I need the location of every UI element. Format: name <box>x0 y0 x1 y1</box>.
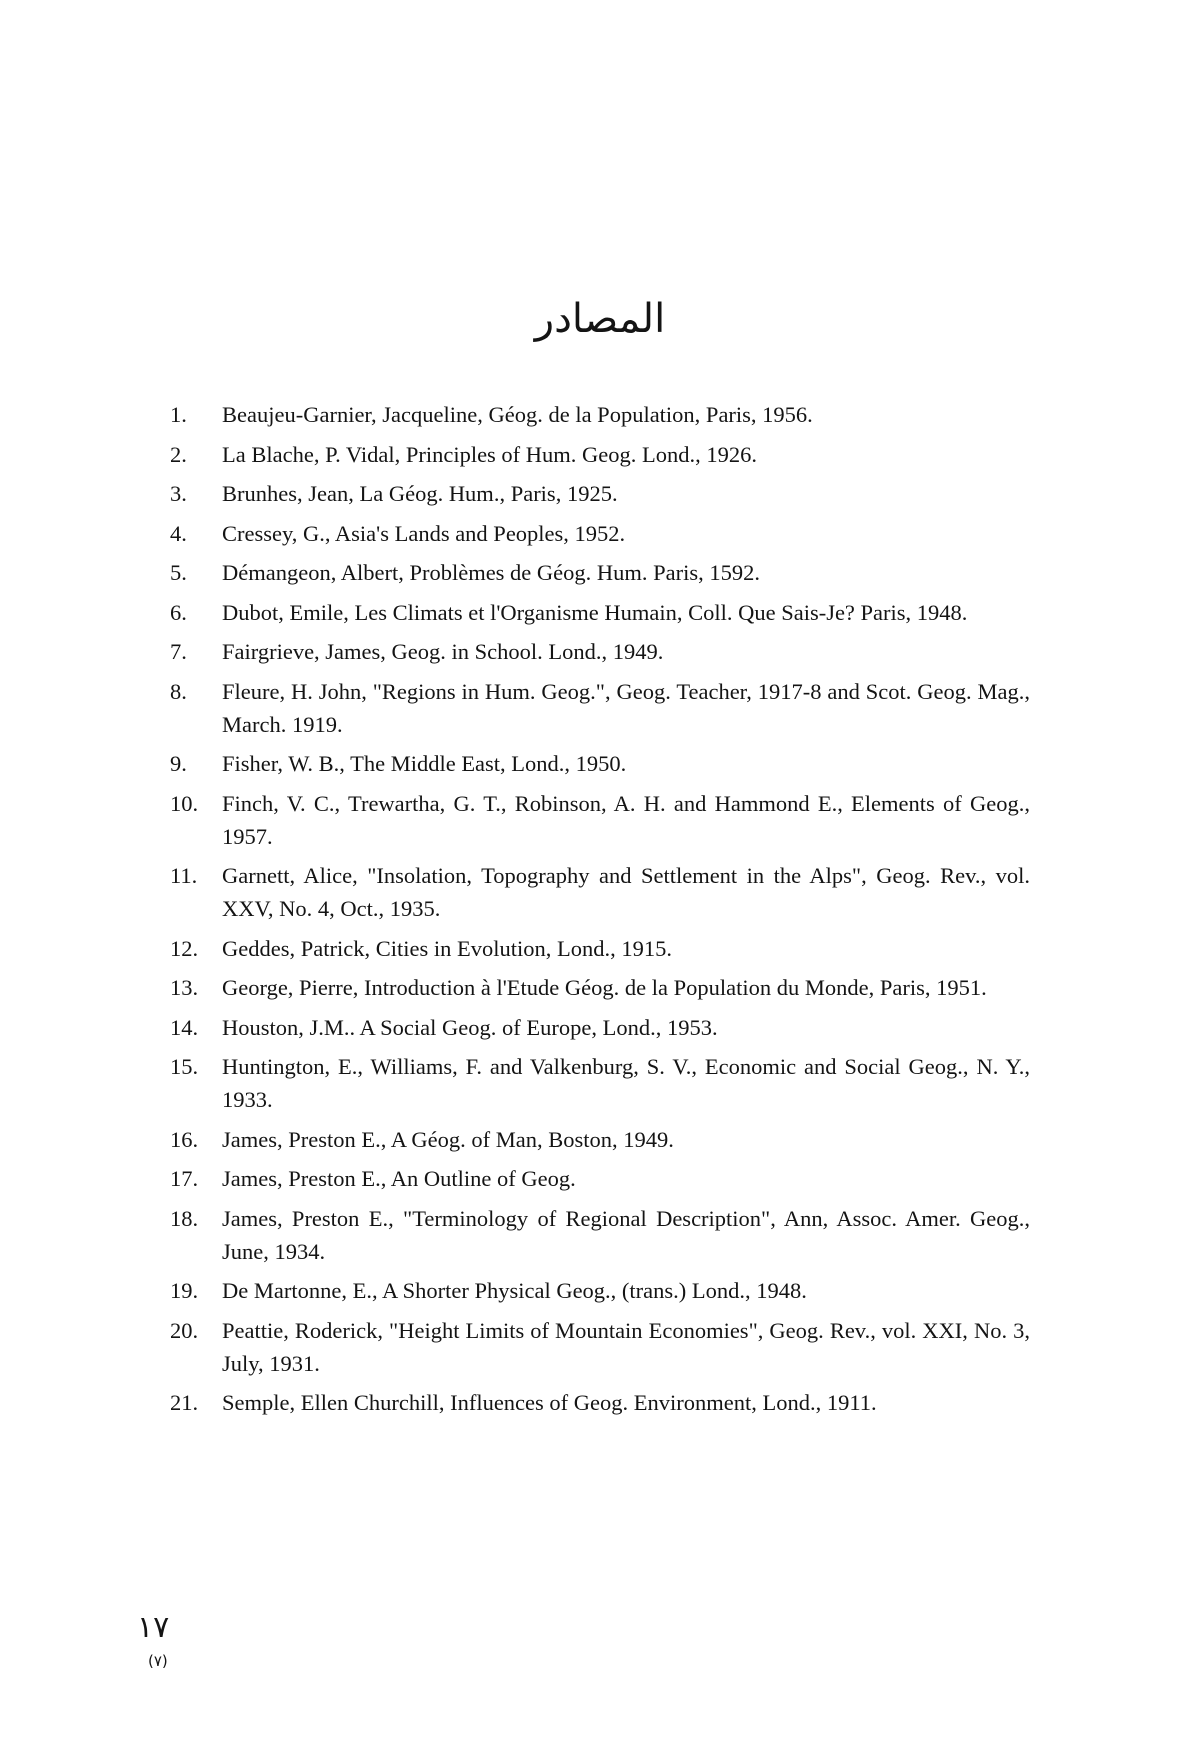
reference-number: 8. <box>170 678 187 704</box>
reference-number: 16. <box>170 1126 199 1152</box>
reference-text: James, Preston E., "Terminology of Regional Description", Ann, Assoc. Amer. Geog., June, 1934. <box>222 1205 1030 1264</box>
reference-number: 12. <box>170 935 199 961</box>
page-title: المصادر <box>534 296 666 342</box>
reference-item <box>170 1011 1030 1044</box>
reference-text: Démangeon, Albert, Problèmes de Géog. Hum. Paris, 1592. <box>222 560 761 585</box>
reference-item <box>170 438 1030 471</box>
reference-text: Geddes, Patrick, Cities in Evolution, Lond., 1915. <box>222 935 672 961</box>
reference-text: James, Preston E., A Géog. of Man, Boston, 1949. <box>222 1126 674 1152</box>
reference-number: 10. <box>170 790 199 816</box>
reference-text: Fisher, W. B., The Middle East, Lond., 1950. <box>222 751 627 776</box>
reference-number: 3. <box>170 481 187 506</box>
reference-text: Semple, Ellen Churchill, Influences of Geog. Environment, Lond., 1911. <box>222 1390 877 1415</box>
reference-text: Beaujeu-Garnier, Jacqueline, Géog. de la Population, Paris, 1956. <box>222 402 813 427</box>
reference-item <box>170 1162 1030 1195</box>
reference-number: 14. <box>170 1014 199 1040</box>
reference-number: 13. <box>170 975 199 1000</box>
reference-number: 18. <box>170 1205 199 1231</box>
reference-item <box>170 635 1030 668</box>
reference-text: De Martonne, E., A Shorter Physical Geog., (trans.) Lond., 1948. <box>222 1278 807 1303</box>
reference-number: 7. <box>170 639 187 664</box>
reference-number: 1. <box>170 402 187 427</box>
reference-number: 9. <box>170 751 187 776</box>
reference-text: Houston, J.M.. A Social Geog. of Europe, Lond., 1953. <box>222 1014 718 1040</box>
reference-item <box>170 596 1030 629</box>
reference-text: Cressey, G., Asia's Lands and Peoples, 1952. <box>222 520 626 546</box>
reference-item <box>170 971 1030 1004</box>
reference-item <box>170 1050 1030 1116</box>
reference-text: Brunhes, Jean, La Géog. Hum., Paris, 1925. <box>222 481 618 506</box>
reference-item <box>170 398 1030 431</box>
reference-item <box>170 859 1030 925</box>
reference-text: George, Pierre, Introduction à l'Etude Géog. de la Population du Monde, Paris, 1951. <box>222 975 987 1000</box>
reference-number: 5. <box>170 560 187 585</box>
reference-text: Garnett, Alice, "Insolation, Topography and Settlement in the Alps", Geog. Rev., vol. XXV, No. 4, Oct., 1935. <box>222 863 1030 921</box>
reference-number: 4. <box>170 520 187 546</box>
reference-item <box>170 932 1030 965</box>
reference-item <box>170 1314 1030 1380</box>
reference-item <box>170 1123 1030 1156</box>
reference-number: 11. <box>170 863 198 888</box>
reference-number: 15. <box>170 1054 199 1079</box>
reference-item <box>170 1274 1030 1307</box>
page-number: ١٧ <box>137 1610 170 1645</box>
reference-text: Finch, V. C., Trewartha, G. T., Robinson, A. H. and Hammond E., Elements of Geog., 1957. <box>222 790 1030 849</box>
reference-number: 2. <box>170 441 187 467</box>
reference-number: 6. <box>170 599 187 625</box>
reference-item <box>170 1202 1030 1268</box>
reference-text: Dubot, Emile, Les Climats et l'Organisme Humain, Coll. Que Sais-Je? Paris, 1948. <box>222 599 968 625</box>
reference-number: 21. <box>170 1390 199 1415</box>
reference-text: James, Preston E., An Outline of Geog. <box>222 1166 576 1191</box>
signature-mark: (٧) <box>148 1652 168 1670</box>
reference-item <box>170 477 1030 510</box>
reference-number: 19. <box>170 1278 199 1303</box>
reference-text: Peattie, Roderick, "Height Limits of Mountain Economies", Geog. Rev., vol. XXI, No. 3, July, 1931. <box>222 1317 1030 1376</box>
reference-item <box>170 1386 1030 1419</box>
reference-item <box>170 517 1030 550</box>
reference-number: 17. <box>170 1166 199 1191</box>
reference-text: Huntington, E., Williams, F. and Valkenburg, S. V., Economic and Social Geog., N. Y., 1933. <box>222 1054 1030 1112</box>
reference-item <box>170 675 1030 741</box>
reference-item <box>170 556 1030 589</box>
reference-item <box>170 747 1030 780</box>
reference-text: Fleure, H. John, "Regions in Hum. Geog.", Geog. Teacher, 1917-8 and Scot. Geog. Mag., March. 1919. <box>222 678 1030 737</box>
reference-item <box>170 787 1030 853</box>
reference-number: 20. <box>170 1317 199 1343</box>
reference-text: La Blache, P. Vidal, Principles of Hum. Geog. Lond., 1926. <box>222 441 758 467</box>
reference-text: Fairgrieve, James, Geog. in School. Lond., 1949. <box>222 639 664 664</box>
reference-list <box>170 398 1030 1426</box>
